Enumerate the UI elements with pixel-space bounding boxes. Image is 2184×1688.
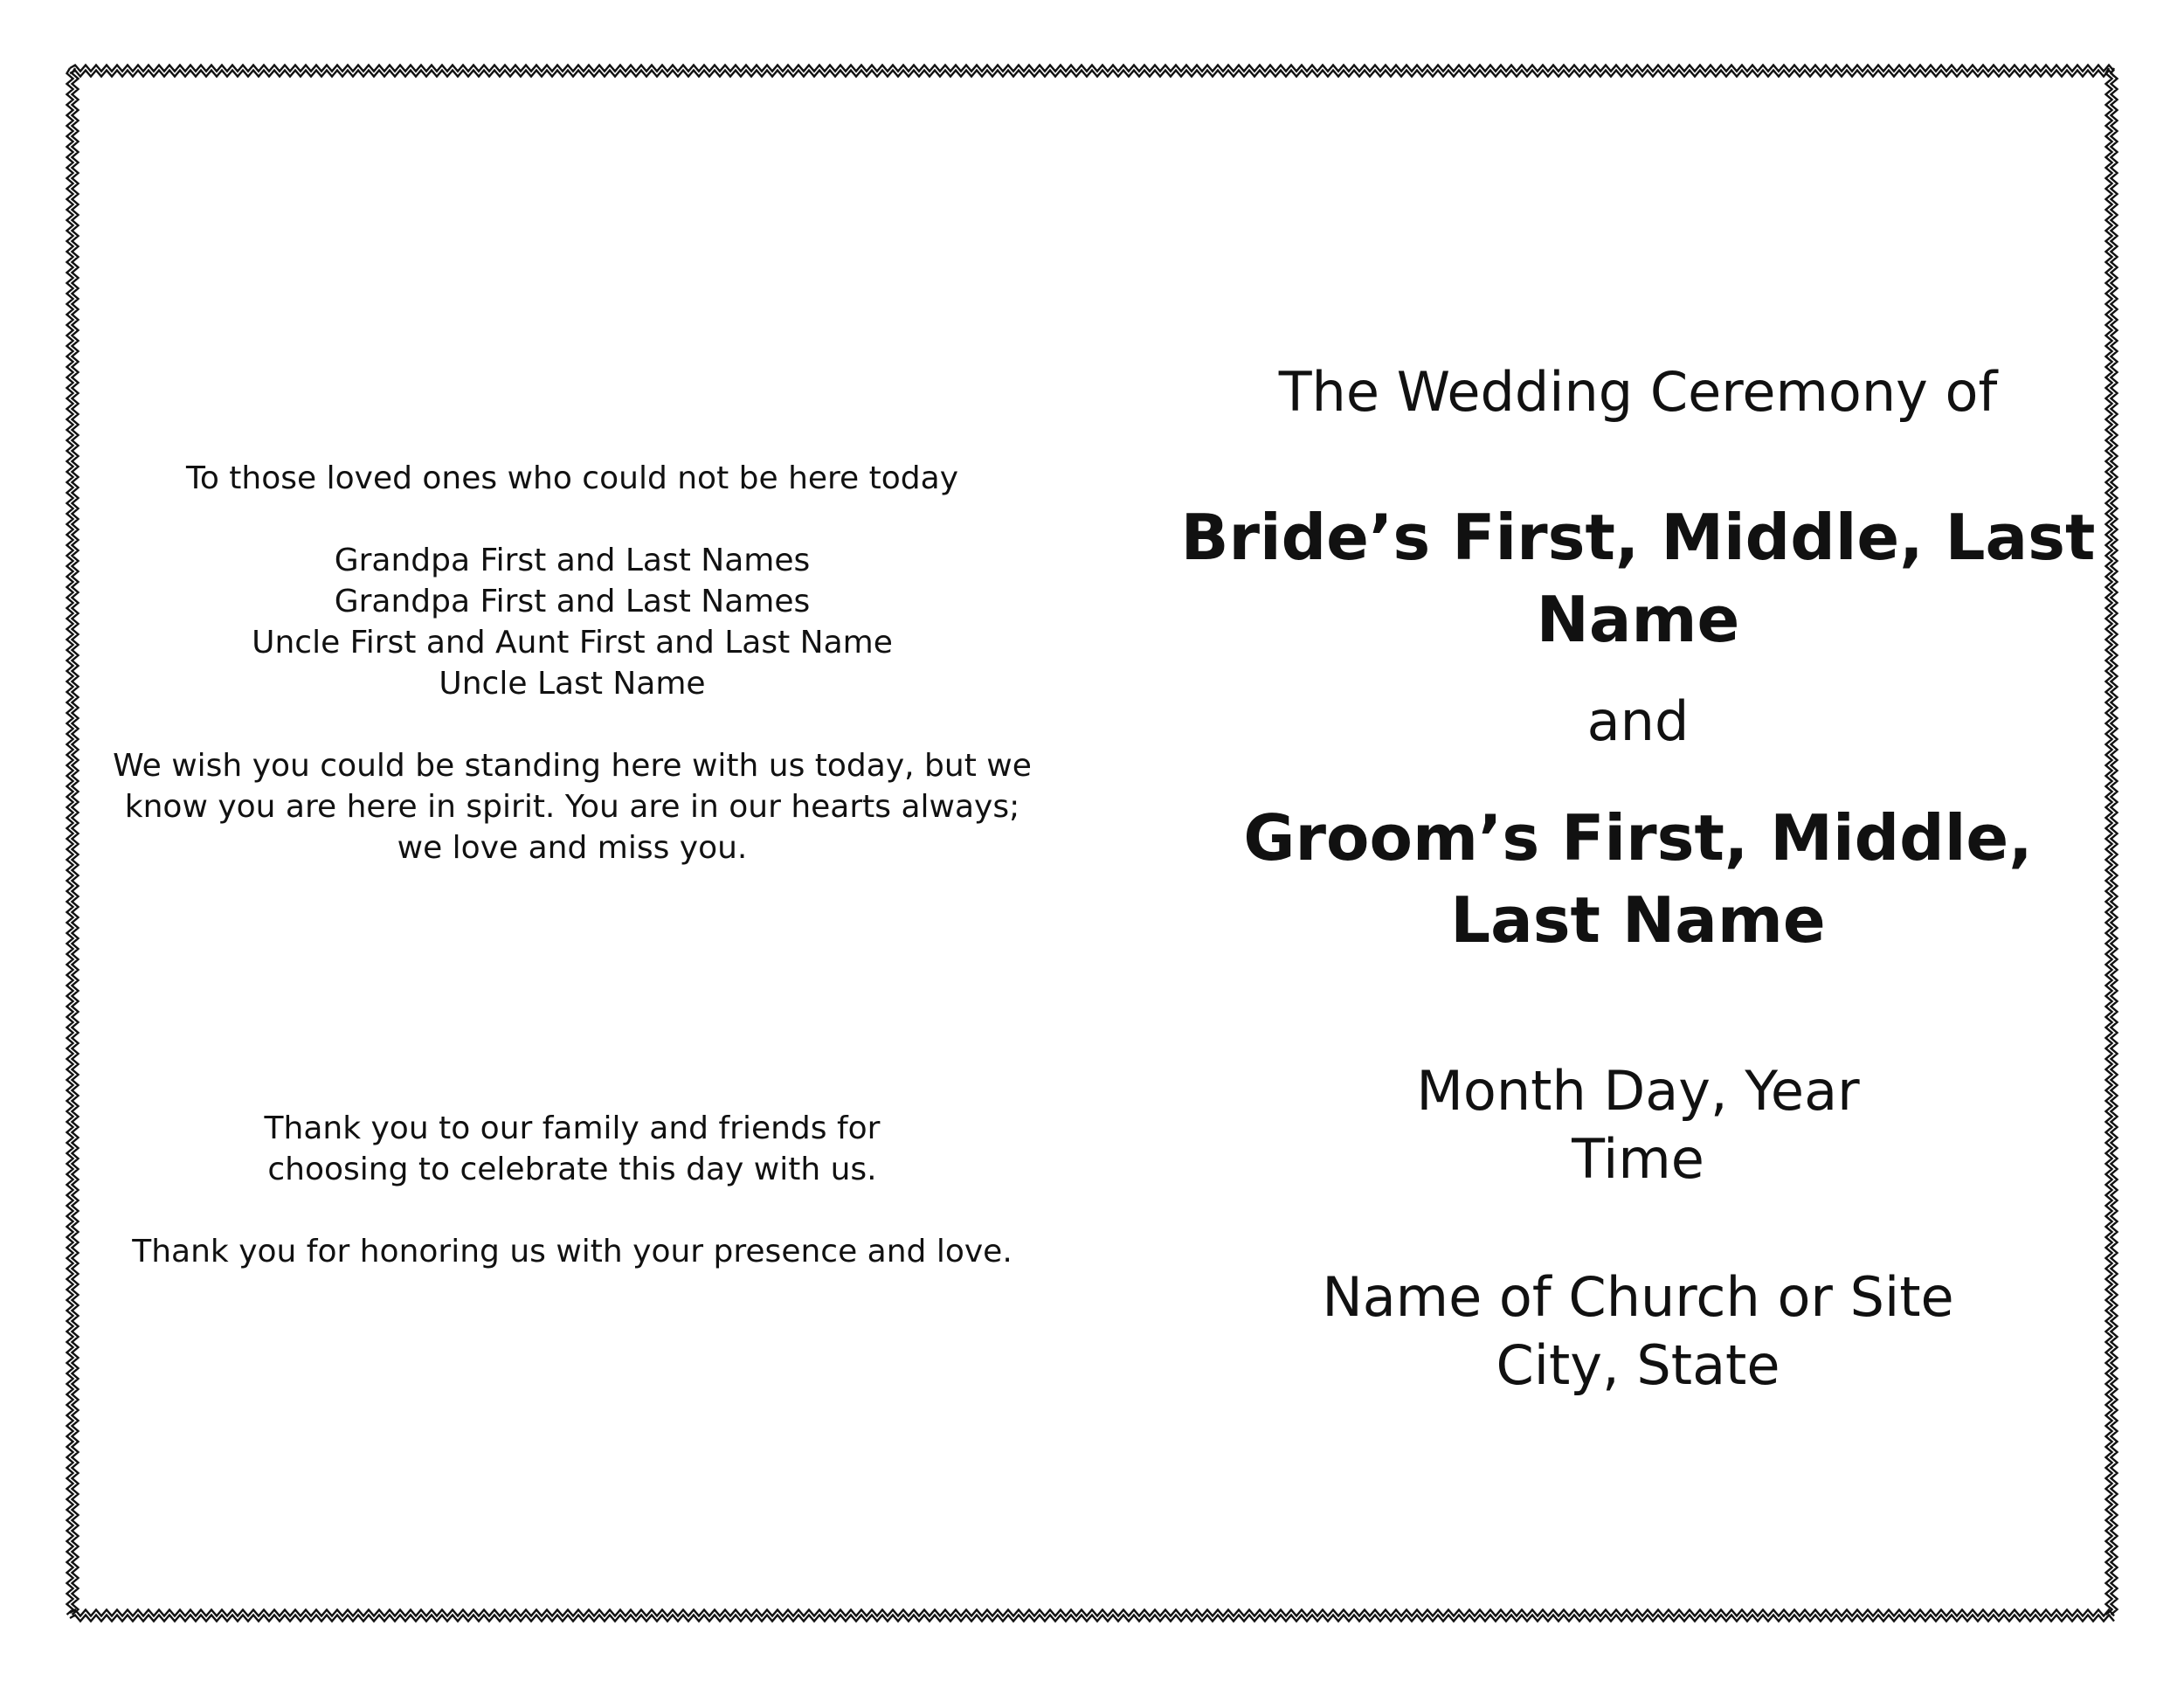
thanks-line: Thank you to our family and friends for [264, 1110, 881, 1146]
memorial-message-line: know you are here in spirit. You are in our hearts always; [124, 789, 1020, 825]
date-time-block [1179, 1057, 2097, 1193]
venue-name: Name of Church or Site [1322, 1265, 1954, 1329]
conjunction-and: and [1586, 689, 1690, 753]
venue-block [1179, 1263, 2097, 1400]
memorial-name: Grandpa First and Last Names [334, 543, 811, 578]
memorial-name: Grandpa First and Last Names [334, 584, 811, 619]
ceremony-date: Month Day, Year [1416, 1059, 1860, 1123]
memorial-name: Uncle Last Name [439, 666, 706, 702]
cover-panel [1179, 0, 2097, 1688]
thanks-closing: Thank you for honoring us with your presence and love. [132, 1234, 1013, 1269]
thank-you-section [87, 1108, 1057, 1272]
bride-name: Bride’s First, Middle, Last Name [1180, 501, 2096, 656]
ceremony-title: The Wedding Ceremony of [1278, 360, 1998, 424]
groom-name: Groom’s First, Middle, Last Name [1243, 801, 2033, 957]
memorial-message-line: We wish you could be standing here with us today, but we [113, 748, 1032, 784]
memorial-name: Uncle First and Aunt First and Last Name [252, 625, 893, 661]
memorial-message-line: we love and miss you. [397, 830, 748, 866]
thanks-line: choosing to celebrate this day with us. [267, 1152, 877, 1187]
memorial-heading: To those loved ones who could not be here today [185, 460, 959, 496]
inside-back-panel [87, 0, 1057, 1688]
memorial-section [87, 458, 1057, 868]
venue-location: City, State [1496, 1333, 1780, 1397]
ceremony-time: Time [1572, 1127, 1704, 1191]
